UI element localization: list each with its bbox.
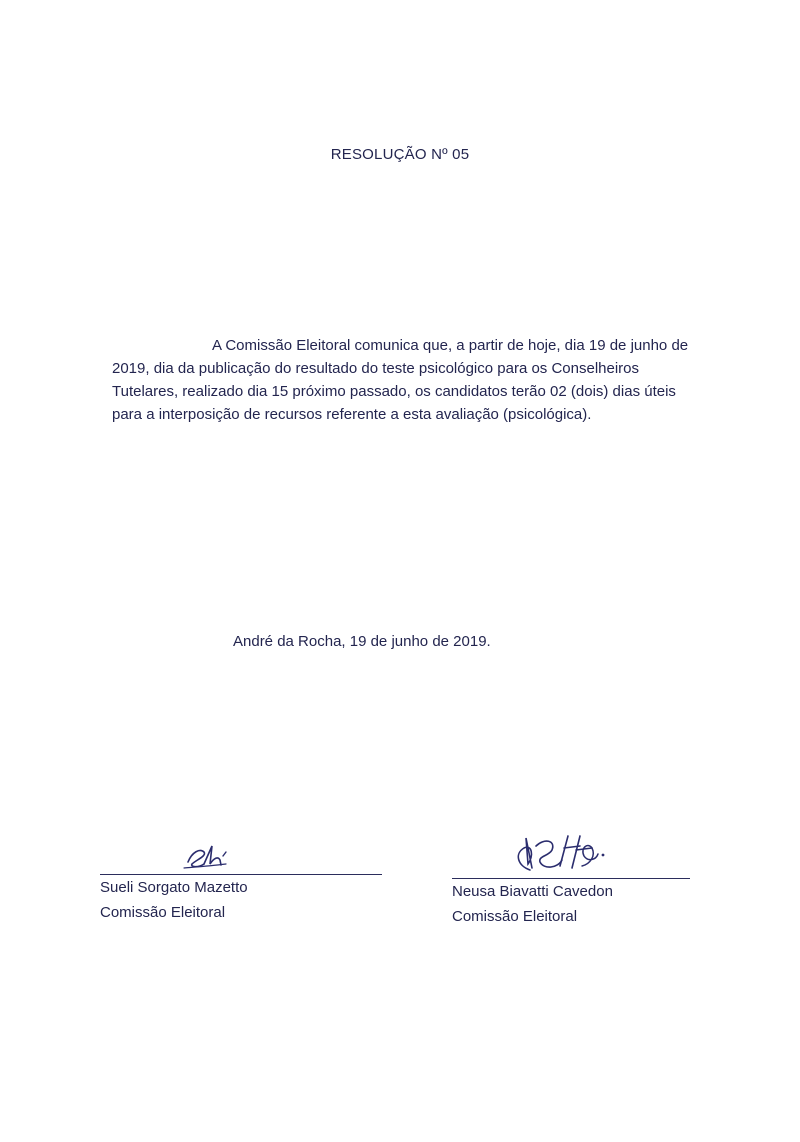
resolution-paragraph [112, 334, 704, 426]
signature-block-right [452, 826, 690, 929]
document-title: RESOLUÇÃO Nº 05 [330, 146, 470, 163]
paragraph-line-4: para a interposição de recursos referente a esta avaliação (psicológica). [112, 406, 592, 423]
place-and-date: André da Rocha, 19 de junho de 2019. [233, 633, 491, 650]
signature-block-left [100, 834, 382, 925]
signatory-name-left: Sueli Sorgato Mazetto [100, 879, 248, 896]
signatory-name-right: Neusa Biavatti Cavedon [452, 883, 613, 900]
paragraph-line-1: A Comissão Eleitoral comunica que, a partir de hoje, dia 19 de junho de [212, 337, 689, 354]
handwritten-signature-sueli [100, 834, 382, 874]
signatory-role-right: Comissão Eleitoral [452, 908, 578, 925]
handwritten-signature-neusa [452, 826, 690, 878]
paragraph-line-3: Tutelares, realizado dia 15 próximo passado, os candidatos terão 02 (dois) dias úteis [112, 383, 676, 400]
paragraph-line-2: 2019, dia da publicação do resultado do teste psicológico para os Conselheiros [112, 360, 640, 377]
signatory-role-left: Comissão Eleitoral [100, 904, 226, 921]
